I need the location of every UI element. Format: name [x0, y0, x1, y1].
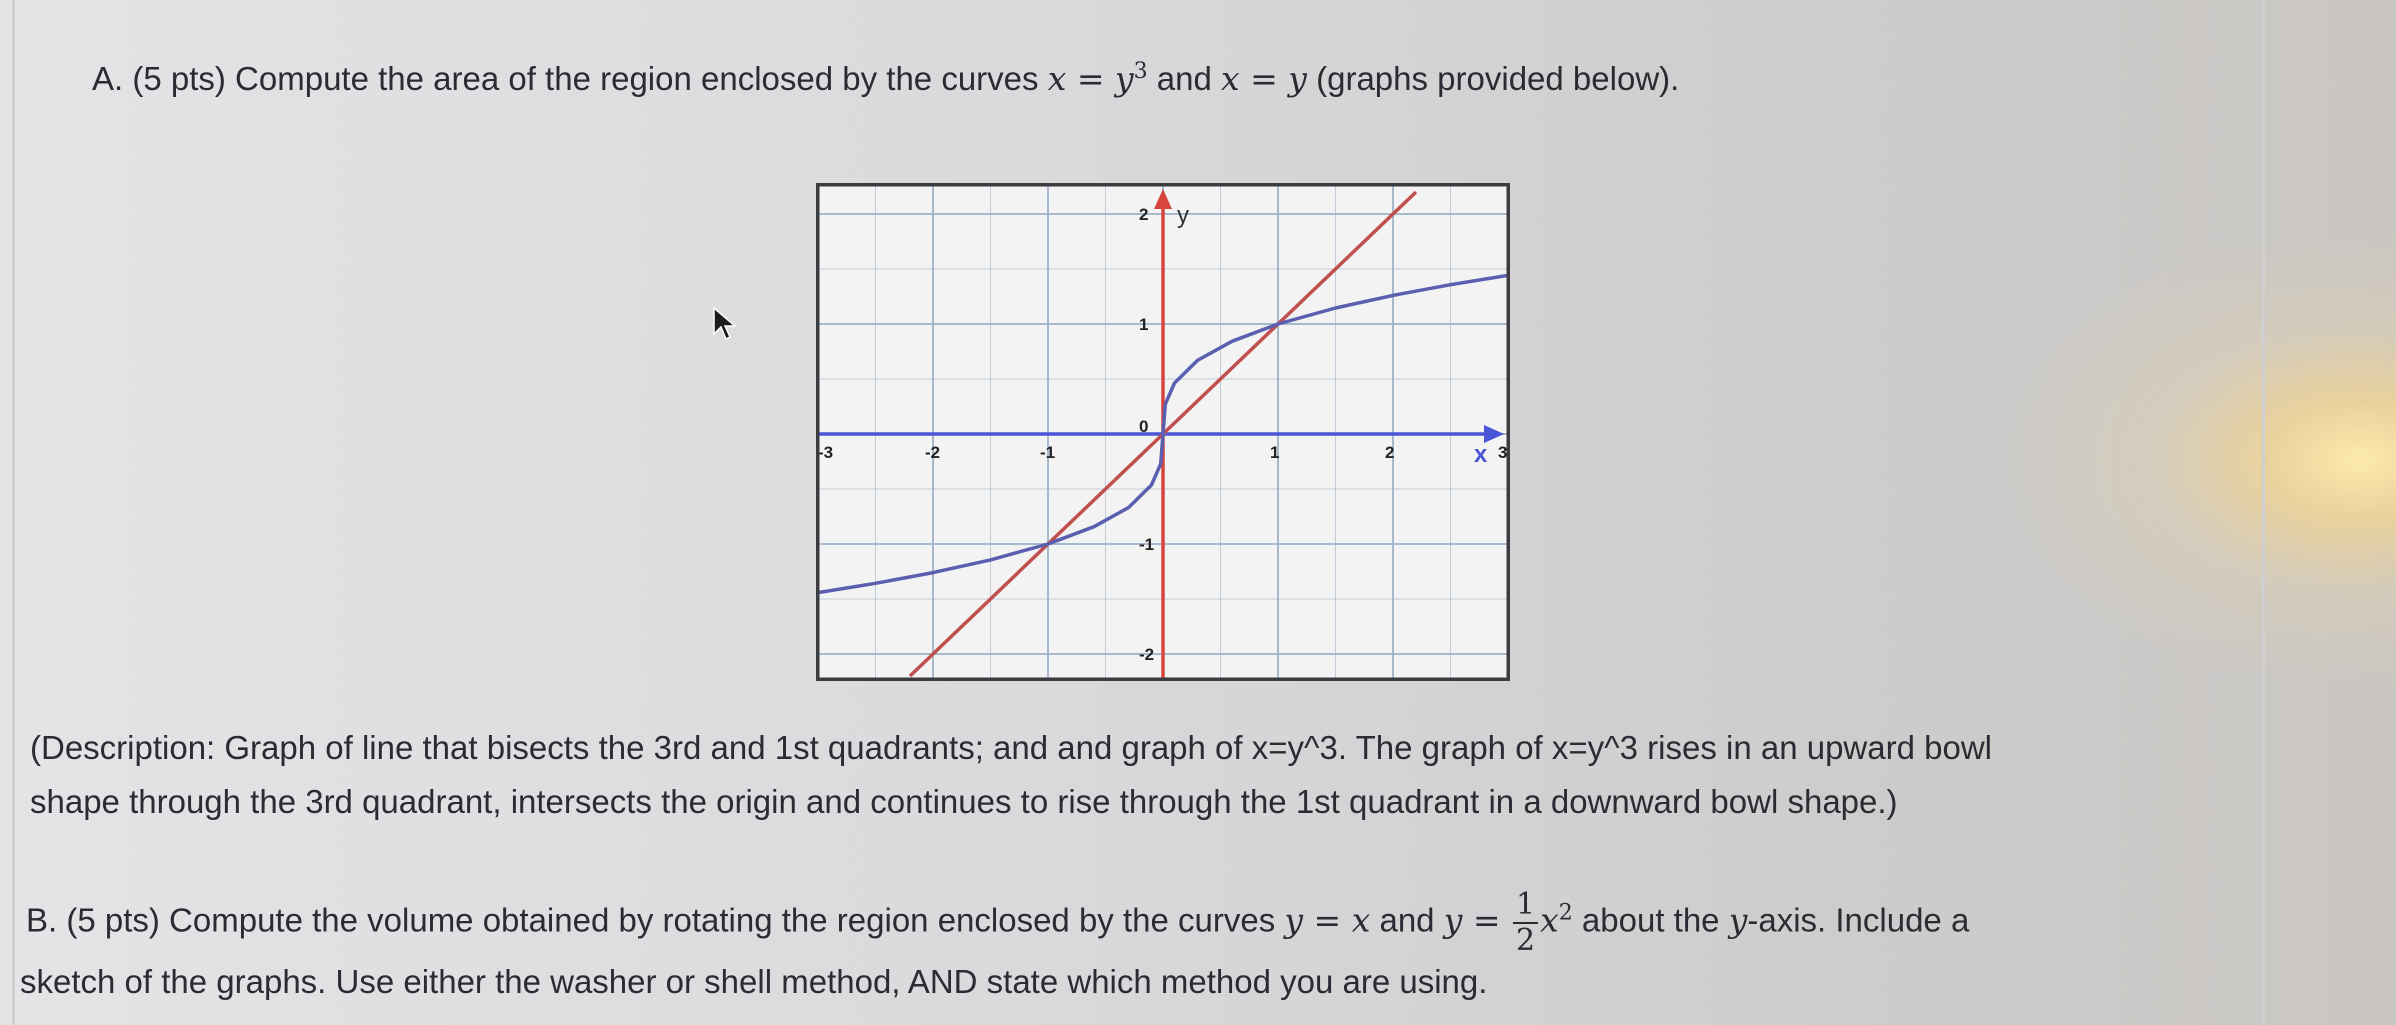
question-a-eq1-lhs: x — [1047, 59, 1067, 98]
description-line-1: (Description: Graph of line that bisects the 3rd and 1st quadrants; and and graph of x=y^3. The graph of x=y^3 rises in an upward bowl — [30, 729, 1993, 766]
description-line-2: shape through the 3rd quadrant, intersects the origin and continues to rise through the 1st quadrant in a downward bowl shape.) — [30, 783, 1898, 820]
x-tick-label: 1 — [1270, 443, 1280, 462]
question-b-eq1-lhs: y — [1284, 900, 1304, 940]
question-a-eq2-rhs: y — [1288, 59, 1307, 98]
y-tick-label: -2 — [1139, 645, 1155, 664]
y-tick-label: -1 — [1139, 535, 1155, 554]
question-b-eq2-var: x — [1540, 900, 1559, 940]
question-b-eq1-rhs: x — [1351, 900, 1371, 940]
y-tick-label: 0 — [1139, 417, 1149, 436]
question-b-eq2-lhs: y — [1443, 900, 1463, 940]
x-tick-label: 2 — [1385, 443, 1395, 462]
mouse-cursor-icon — [712, 306, 738, 342]
question-a-and: and — [1147, 60, 1222, 97]
question-a-text: A. (5 pts) Compute the area of the region enclosed by the curves — [92, 60, 1048, 97]
question-b-text-mid: about the — [1572, 901, 1729, 939]
x-tick-label: -1 — [1040, 443, 1056, 462]
y-tick-label: 1 — [1139, 315, 1149, 334]
question-b: B. (5 pts) Compute the volume obtained by rotating the region enclosed by the curves y = x and y = $\frac{1}{2}$ $x^2$ about the y-axis. Include a — [26, 887, 1970, 958]
question-b-and: and — [1370, 901, 1444, 939]
x-tick-label: 3 — [1498, 443, 1508, 462]
y-tick-label: 2 — [1139, 205, 1149, 224]
question-a: A. (5 pts) Compute the area of the region enclosed by the curves $x = y^3$ and x = y (graphs provided below). — [92, 59, 1680, 98]
question-a-eq2-lhs: x — [1221, 59, 1240, 98]
question-b-eq2-exp: 2 — [1558, 900, 1573, 926]
question-b-line-2: sketch of the graphs. Use either the washer or shell method, AND state which method you are using. — [20, 963, 1488, 1000]
fraction-denominator: 2 — [1516, 923, 1536, 958]
x-tick-label: -2 — [925, 443, 941, 462]
page-border-left — [12, 0, 15, 1025]
question-b-fraction — [1513, 888, 1538, 958]
y-axis-label: y — [1177, 202, 1189, 229]
fraction-numerator: 1 — [1513, 888, 1538, 924]
question-a-eq1-exp: 3 — [1133, 59, 1148, 84]
page-border-right — [2262, 0, 2265, 1025]
question-b-text: B. (5 pts) Compute the volume obtained by rotating the region enclosed by the curves — [26, 901, 1285, 939]
question-b-axis-var: y — [1728, 900, 1748, 940]
question-a-eq1-rhs: y — [1114, 59, 1134, 98]
question-a-text-after: (graphs provided below). — [1306, 60, 1680, 97]
x-tick-label: -3 — [818, 443, 834, 462]
light-glare — [1996, 230, 2396, 690]
question-b-text-after: -axis. Include a — [1747, 901, 1970, 939]
function-graph — [816, 183, 1510, 681]
x-axis-label: x — [1474, 441, 1488, 468]
